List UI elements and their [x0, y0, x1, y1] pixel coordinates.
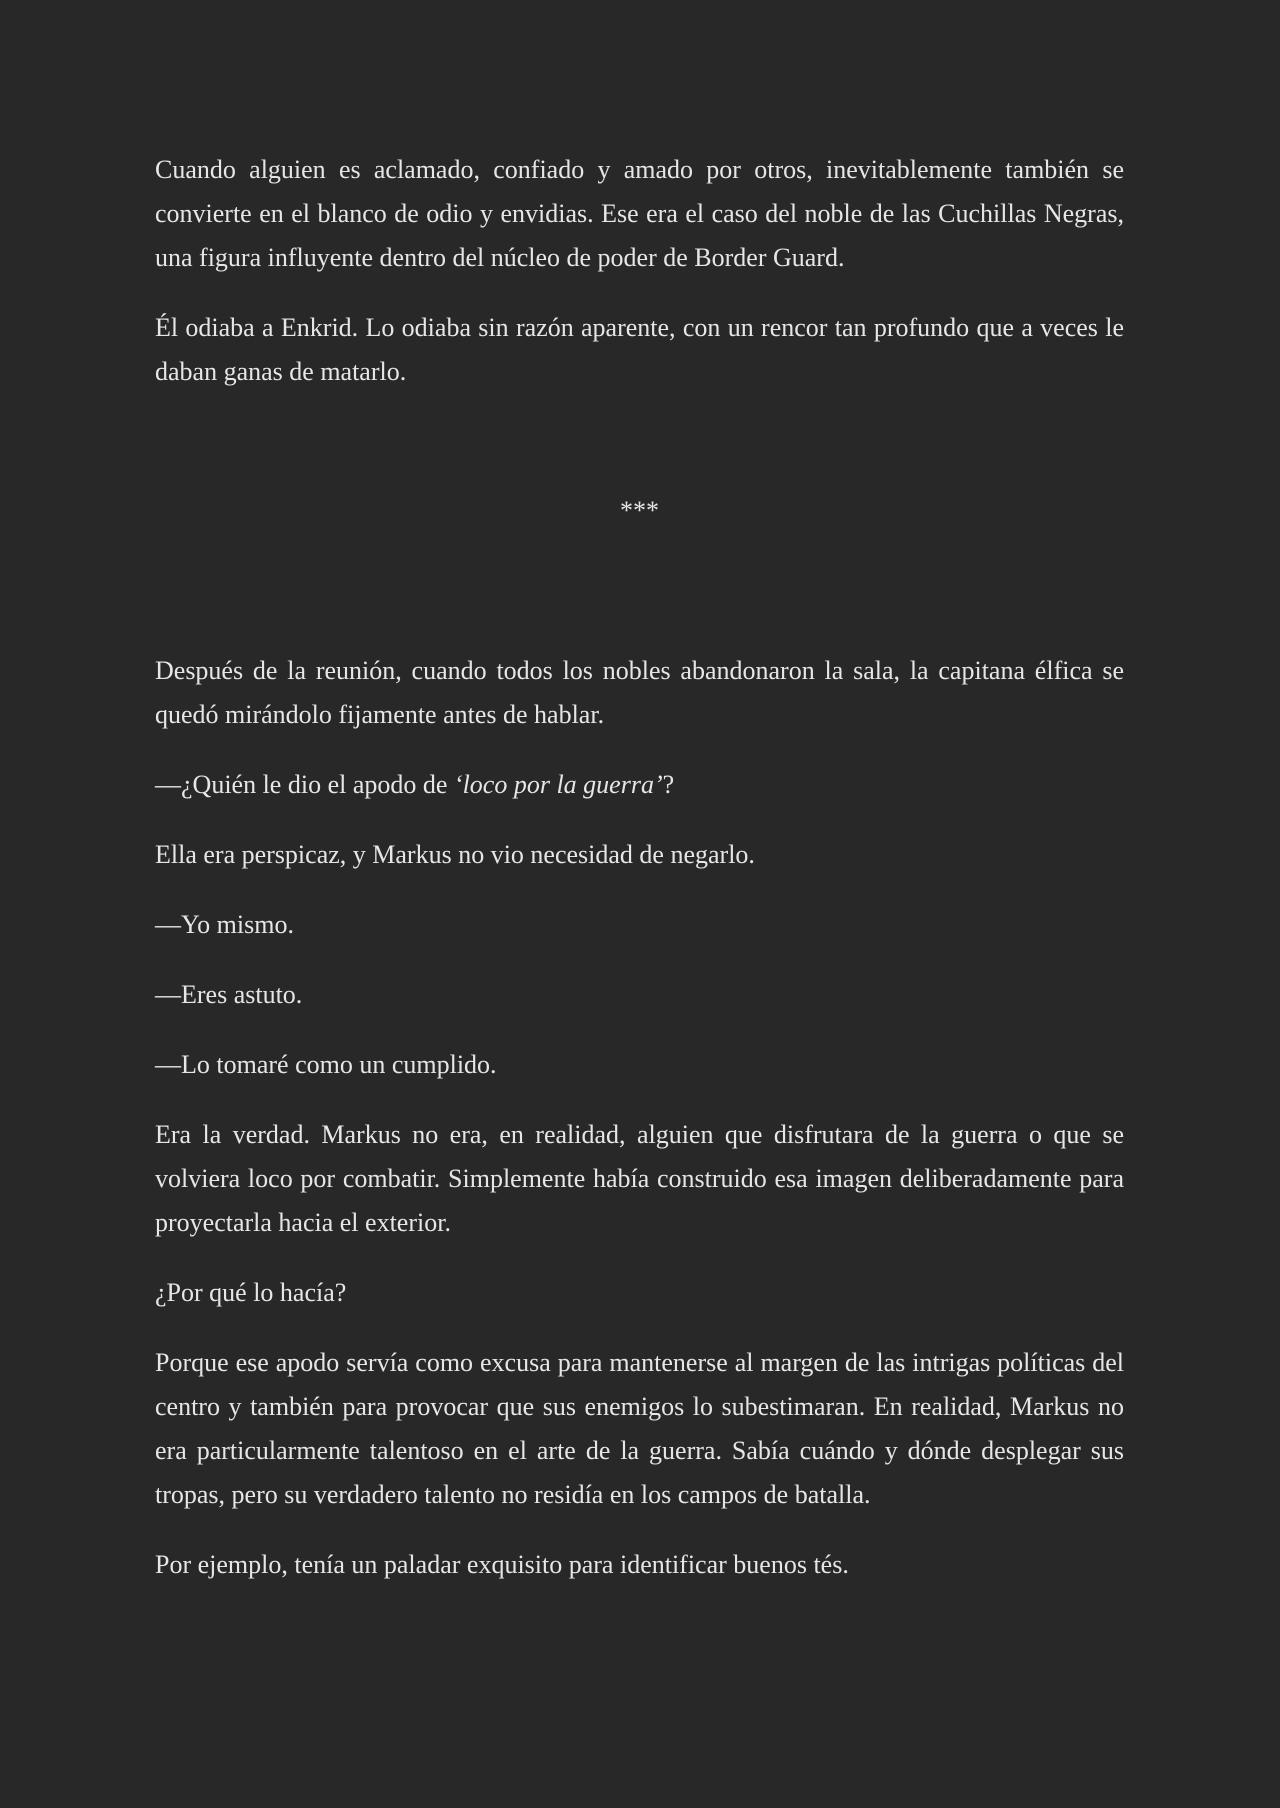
nickname-italic: ‘loco por la guerra’: [453, 770, 663, 799]
reader-content: [155, 148, 1124, 1613]
scene-separator: ***: [620, 496, 659, 525]
paragraph-5: Ella era perspicaz, y Markus no vio necesidad de negarlo.: [155, 840, 755, 869]
paragraph-1: Cuando alguien es aclamado, confiado y amado por otros, inevitablemente también se convierte en el blanco de odio y envidias. Ese era el caso del noble de las Cuchillas Negras, una figura influyente dentro del núcleo de poder de Border Guard.: [155, 155, 1124, 272]
paragraph-4: [155, 763, 1124, 807]
paragraph-8: —Lo tomaré como un cumplido.: [155, 1050, 497, 1079]
paragraph-6: —Yo mismo.: [155, 910, 294, 939]
dialogue-suffix: ?: [662, 770, 675, 799]
paragraph-10: ¿Por qué lo hacía?: [155, 1278, 347, 1307]
paragraph-2: Él odiaba a Enkrid. Lo odiaba sin razón aparente, con un rencor tan profundo que a veces le daban ganas de matarlo.: [155, 313, 1124, 386]
paragraph-9: Era la verdad. Markus no era, en realidad, alguien que disfrutara de la guerra o que se volviera loco por combatir. Simplemente había construido esa imagen deliberadamente para proyectarla hacia el exterior.: [155, 1120, 1124, 1237]
dialogue-prefix: —¿Quién le dio el apodo de: [155, 770, 454, 799]
paragraph-11: Porque ese apodo servía como excusa para mantenerse al margen de las intrigas políticas del centro y también para provocar que sus enemigos lo subestimaran. En realidad, Markus no era particularmente talentoso en el arte de la guerra. Sabía cuándo y dónde desplegar sus tropas, pero su verdadero talento no residía en los campos de batalla.: [155, 1348, 1124, 1509]
paragraph-3: Después de la reunión, cuando todos los nobles abandonaron la sala, la capitana élfica se quedó mirándolo fijamente antes de hablar.: [155, 656, 1124, 729]
paragraph-12: Por ejemplo, tenía un paladar exquisito para identificar buenos tés.: [155, 1550, 849, 1579]
paragraph-7: —Eres astuto.: [155, 980, 303, 1009]
